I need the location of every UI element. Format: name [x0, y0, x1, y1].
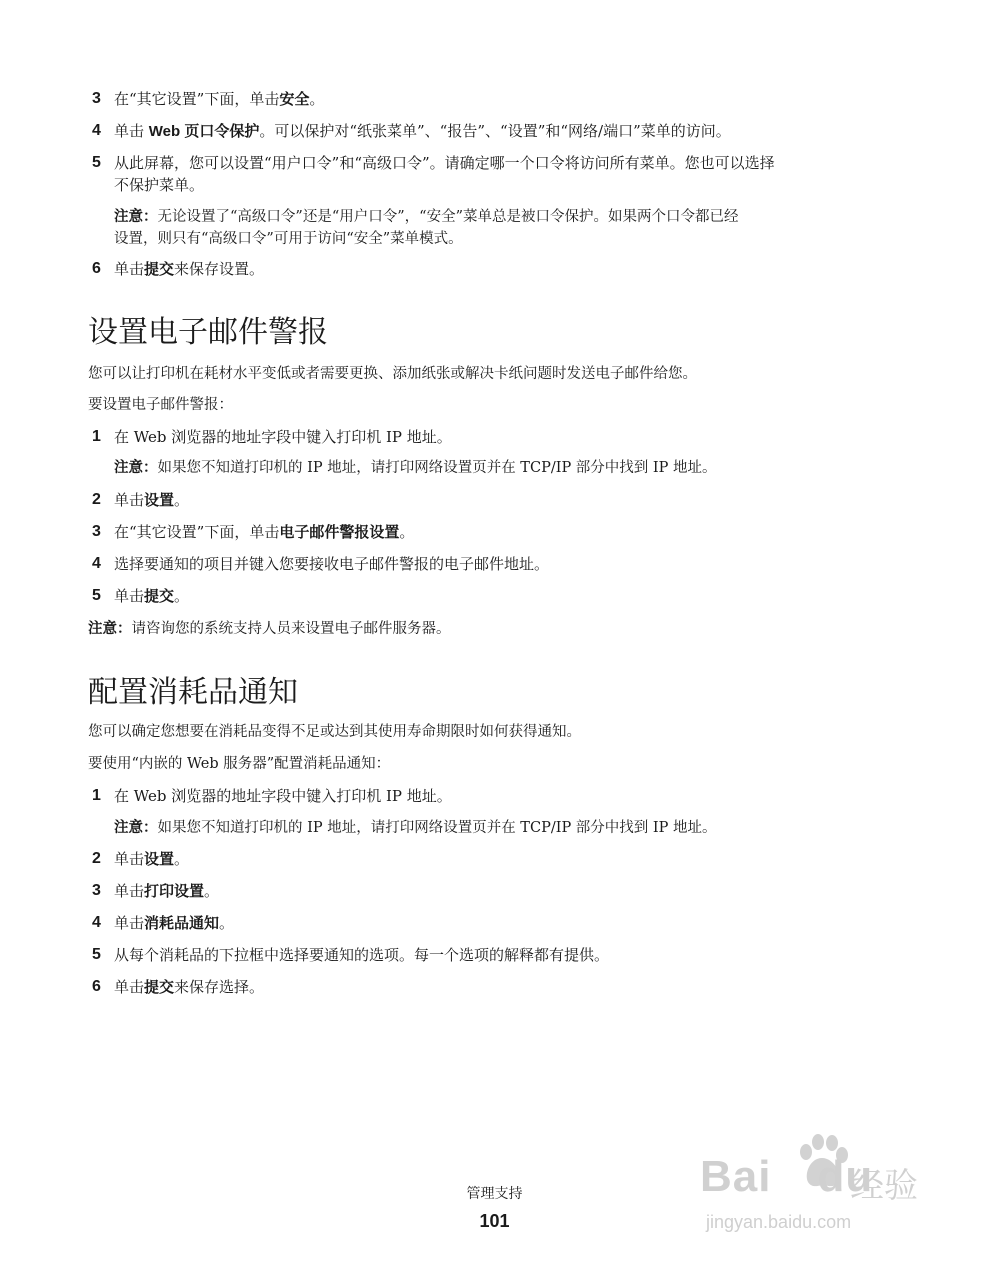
- s2-step-3: 3 单击打印设置。: [92, 882, 220, 900]
- section-title-email-alerts: 设置电子邮件警报: [88, 315, 328, 350]
- step-number: 4: [92, 555, 101, 572]
- section2-intro: 您可以确定您想要在消耗品变得不足或达到其使用寿命期限时如何获得通知。: [88, 724, 581, 740]
- section1-lead: 要设置电子邮件警报：: [88, 397, 233, 413]
- step-4-web-password: 4 单击 Web 页口令保护。可以保护对“纸张菜单”、“报告”、“设置”和“网络/端口”菜单的访问。: [92, 122, 731, 140]
- ui-term: 提交: [144, 587, 175, 605]
- s2-step-4: 4 单击消耗品通知。: [92, 914, 235, 932]
- watermark-brand: Bai du: [700, 1152, 874, 1201]
- section1-intro: 您可以让打印机在耗材水平变低或者需要更换、添加纸张或解决卡纸问题时发送电子邮件给您。: [88, 366, 697, 382]
- step-number: 5: [92, 946, 101, 963]
- ui-term: 提交: [144, 260, 175, 278]
- ui-term: 电子邮件警报设置: [279, 523, 400, 541]
- step-number: 1: [92, 787, 101, 804]
- step-3-security: 3 在“其它设置”下面，单击安全。: [92, 90, 325, 108]
- note-label: 注意：: [88, 620, 132, 637]
- ui-term: 提交: [144, 978, 175, 996]
- ui-term: 设置: [144, 491, 175, 509]
- step-number: 6: [92, 260, 101, 277]
- step-number: 1: [92, 428, 101, 445]
- watermark-url: jingyan.baidu.com: [706, 1212, 852, 1232]
- note-security-menu: 注意：无论设置了“高级口令”还是“用户口令”，“安全”菜单总是被口令保护。如果两个口令都已经 设置，则只有“高级口令”可用于访问“安全”菜单模式。: [114, 208, 739, 247]
- s1-step-1: 1 在 Web 浏览器的地址字段中键入打印机 IP 地址。: [92, 428, 452, 446]
- ui-term: 打印设置: [144, 882, 205, 900]
- s1-step-5: 5 单击提交。: [92, 587, 190, 605]
- step-number: 6: [92, 978, 101, 995]
- s2-step-2: 2 单击设置。: [92, 850, 190, 868]
- watermark-jingyan: 经验: [850, 1166, 918, 1206]
- s1-note-ip: 注意：如果您不知道打印机的 IP 地址，请打印网络设置页并在 TCP/IP 部分中找到 IP 地址。: [114, 459, 717, 476]
- section2-lead: 要使用“内嵌的 Web 服务器”配置消耗品通知：: [88, 756, 391, 772]
- s1-step-3: 3 在“其它设置”下面，单击电子邮件警报设置。: [92, 523, 415, 541]
- ui-term: 消耗品通知: [144, 914, 220, 932]
- s1-note-server: 注意：请咨询您的系统支持人员来设置电子邮件服务器。: [88, 620, 451, 637]
- step-number: 4: [92, 122, 101, 139]
- step-number: 2: [92, 491, 101, 508]
- ui-term: 安全: [279, 90, 310, 108]
- step-number: 3: [92, 882, 101, 899]
- step-number: 5: [92, 587, 101, 604]
- note-label: 注意：: [114, 208, 158, 225]
- step-number: 2: [92, 850, 101, 867]
- page-number: 101: [479, 1211, 510, 1231]
- s2-step-1: 1 在 Web 浏览器的地址字段中键入打印机 IP 地址。: [92, 787, 452, 805]
- baidu-jingyan-watermark: [700, 1130, 960, 1240]
- step-number: 3: [92, 523, 101, 540]
- step-5-password-choice: 5 从此屏幕，您可以设置“用户口令”和“高级口令”。请确定哪一个口令将访问所有菜单。您也可以选择 不保护菜单。: [92, 154, 775, 194]
- s2-note-ip: 注意：如果您不知道打印机的 IP 地址，请打印网络设置页并在 TCP/IP 部分中找到 IP 地址。: [114, 819, 717, 836]
- step-6-submit: 6 单击提交来保存设置。: [92, 260, 265, 278]
- ui-term: 设置: [144, 850, 175, 868]
- s1-step-4: 4 选择要通知的项目并键入您要接收电子邮件警报的电子邮件地址。: [92, 555, 550, 573]
- s1-step-2: 2 单击设置。: [92, 491, 190, 509]
- step-number: 3: [92, 90, 101, 107]
- note-label: 注意：: [114, 819, 158, 836]
- step-number: 4: [92, 914, 101, 931]
- note-label: 注意：: [114, 459, 158, 476]
- s2-step-5: 5 从每个消耗品的下拉框中选择要通知的选项。每一个选项的解释都有提供。: [92, 946, 610, 964]
- section-title-supplies-notification: 配置消耗品通知: [88, 675, 298, 710]
- ui-term: Web 页口令保护: [148, 123, 260, 140]
- s2-step-6: 6 单击提交来保存选择。: [92, 978, 265, 996]
- footer-section-name: 管理支持: [466, 1186, 523, 1202]
- step-number: 5: [92, 154, 101, 171]
